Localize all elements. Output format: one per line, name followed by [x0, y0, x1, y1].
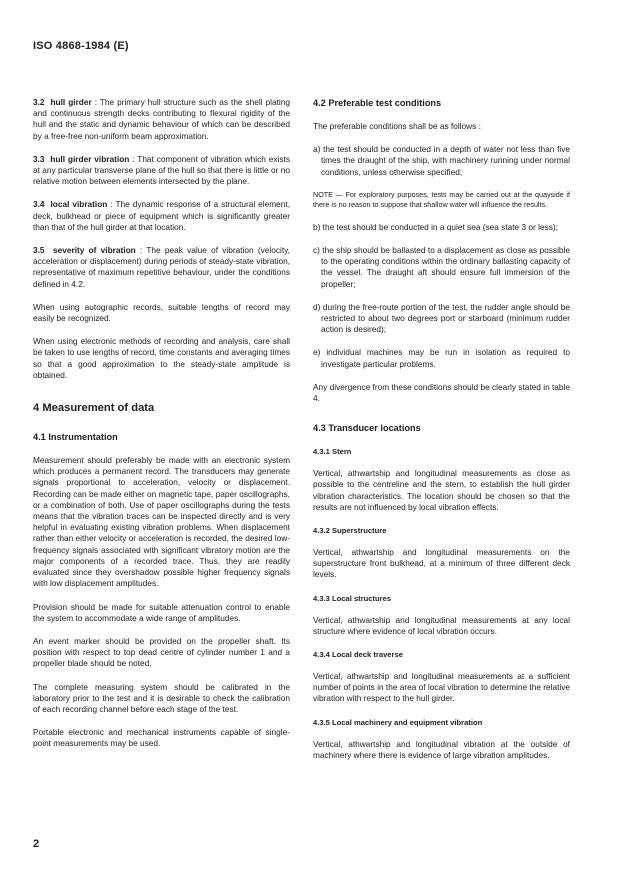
paragraph-conditions-intro: The preferable conditions shall be as follows : — [313, 121, 481, 131]
paragraph-autographic: When using autographic records, suitable lengths of record may easily be recognized. — [33, 301, 290, 324]
definition-3-3: 3.3 hull girder vibration : That component of vibration which exists at any particular transverse plane of the hull so that there is little or no relative motion between elements intersected by the plane. — [33, 153, 290, 187]
section-4-3-heading: 4.3 Transducer locations — [313, 423, 421, 434]
section-4-3-1-heading: 4.3.1 Stern — [313, 447, 352, 457]
condition-c: c) the ship should be ballasted to a displacement as close as possible to the operating conditions within the ordinary ballasting capacity of the vessel. The draught aft should ensure full immersion of the propeller; — [313, 245, 570, 289]
section-4-3-5-heading: 4.3.5 Local machinery and equipment vibration — [313, 717, 483, 727]
definition-3-4: 3.4 local vibration : The dynamic response of a structural element, deck, bulkhead or piece of equipment which is significantly greater than that of the hull girder at that location. — [33, 199, 290, 232]
section-4-1-heading: 4.1 Instrumentation — [33, 432, 118, 443]
section-4-heading: 4 Measurement of data — [33, 402, 155, 415]
definition-3-5: 3.5 severity of vibration : The peak value of vibration (velocity, acceleration or displacement) during periods of steady-state vibration, representative of maximum repetitive behaviour, under the conditions defined in 4.2. — [33, 245, 290, 289]
paragraph-machinery: Vertical, athwartship and longitudinal vibration at the outside of machinery where there is evidence of large vibration amplitudes. — [313, 738, 570, 760]
paragraph-deck-traverse: Vertical, athwartship and longitudinal measurements at a sufficient number of points in the area of local vibration to determine the relative vibration with respect to the hull girder. — [313, 671, 570, 704]
paragraph-instrumentation-3: An event marker should be provided on the propeller shaft. Its position with respect to top dead centre of cylinder number 1 and a propeller blade should be noted. — [33, 635, 290, 669]
right-column — [313, 97, 570, 773]
condition-b: b) the test should be conducted in a quiet sea (sea state 3 or less); — [313, 221, 558, 232]
document-id: ISO 4868-1984 (E) — [33, 40, 129, 52]
paragraph-instrumentation-1: Measurement should preferably be made with an electronic system which produces a permanent record. The transducers may generate signals proportional to acceleration, velocity or displacement. Recording can be made either on magnetic tape, paper oscillographs, or a combination of both. Use of paper oscillographs during the tests means that the vibration traces can be inspected directly and is very helpful in evaluating existing vibration problems. When displacement rather than either velocity or acceleration is recorded, the desired low-frequency signals associated with significant vibratory motion are the major components of a recorded trace. Thus, they are readily evaluated since they overshadow possible higher frequency signals with low displacement amplitudes. — [33, 455, 290, 589]
section-4-2-heading: 4.2 Preferable test conditions — [313, 98, 442, 108]
section-4-3-3-heading: 4.3.3 Local structures — [313, 593, 392, 603]
paragraph-superstructure: Vertical, athwartship and longitudinal measurements on the superstructure front bulkhead, at a minimum of three different deck levels. — [313, 547, 570, 580]
section-4-3-2-heading: 4.3.2 Superstructure — [313, 526, 387, 536]
paragraph-instrumentation-4: The complete measuring system should be calibrated in the laboratory prior to the test and it is desirable to check the calibration of each recording channel before each stage of the test. — [33, 681, 290, 714]
note: NOTE — For exploratory purposes, tests may be carried out at the quayside if there is no reason to suppose that shallow water will influence the results. — [313, 189, 570, 209]
paragraph-divergence: Any divergence from these conditions should be clearly stated in table 4. — [313, 381, 570, 404]
paragraph-instrumentation-5: Portable electronic and mechanical instruments capable of single-point measurements may be used. — [33, 727, 290, 749]
paragraph-electronic: When using electronic methods of recording and analysis, care shall be taken to use lengths of record, time constants and averaging times so that a good approximation to the steady-state amplitude is obtained. — [33, 336, 290, 380]
section-4-3-4-heading: 4.3.4 Local deck traverse — [313, 650, 403, 660]
condition-a: a) the test should be conducted in a depth of water not less than five times the draught of the ship, with machinery running under normal conditions, unless otherwise specified; — [313, 144, 570, 177]
condition-e: e) individual machines may be run in isolation as required to investigate particular problems. — [313, 347, 570, 369]
paragraph-stern: Vertical, athwartship and longitudinal measurements as close as possible to the centreline and the stern, to establish the hull girder vibration characteristics. The location should be chosen so that the results are not influenced by local vibration effects. — [313, 468, 570, 512]
definition-3-2: 3.2 hull girder : The primary hull structure such as the shell plating and continuous strength decks contributing to flexural rigidity of the hull and the static and dynamic behaviour of which can be described by a free-free non-uniform beam approximation. — [33, 97, 290, 141]
paragraph-local-structures: Vertical, athwartship and longitudinal measurements at any local structure where evidence of local vibration occurs. — [313, 614, 570, 636]
condition-d: d) during the free-route portion of the test, the rudder angle should be restricted to about two degrees port or starboard (minimum rudder action is desired); — [313, 301, 570, 335]
left-column — [33, 97, 290, 762]
page-number: 2 — [33, 838, 40, 850]
paragraph-instrumentation-2: Provision should be made for suitable attenuation control to enable the system to accommodate a wide range of amplitudes. — [33, 601, 290, 623]
